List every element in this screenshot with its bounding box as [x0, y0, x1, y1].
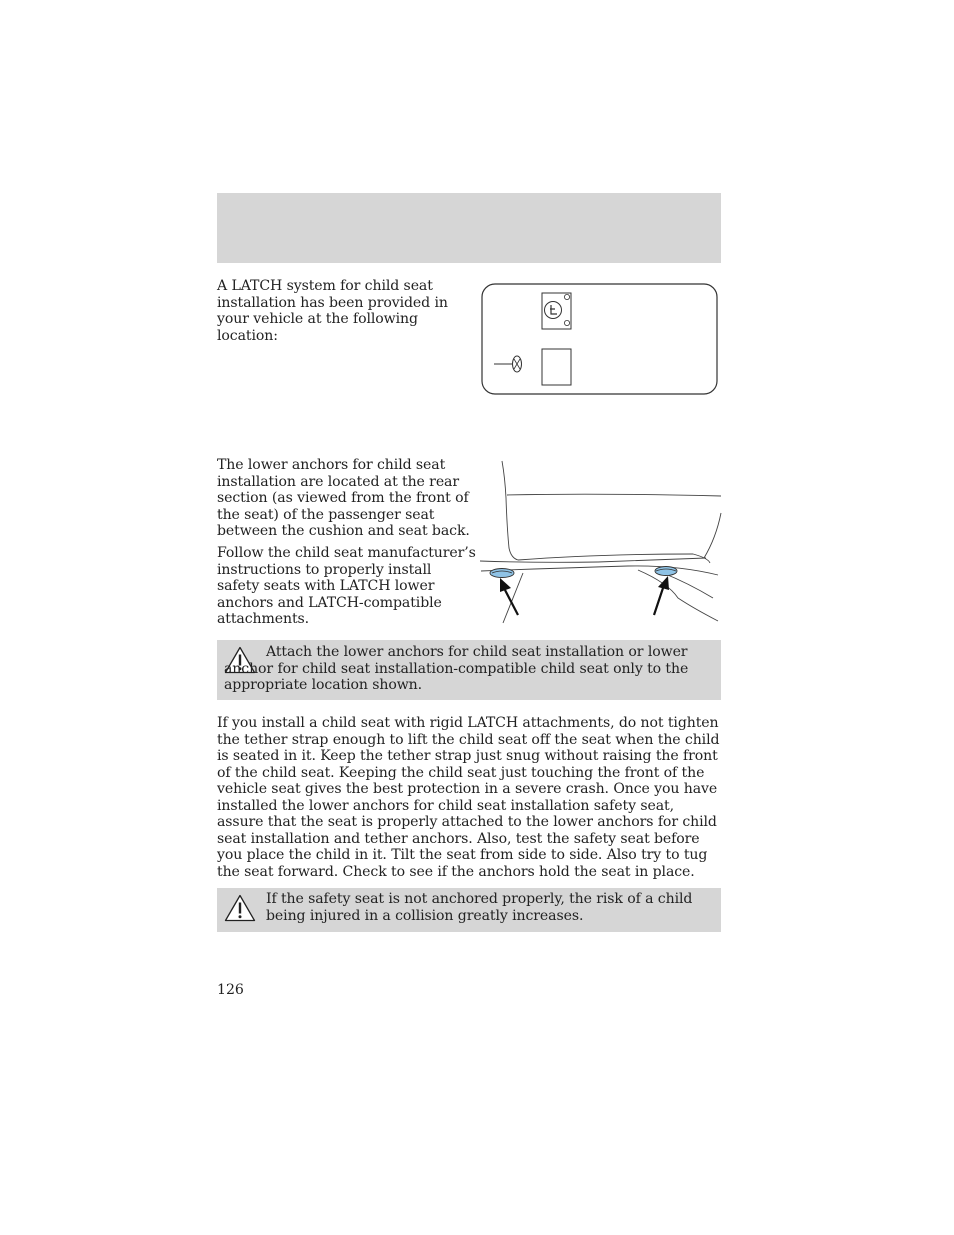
page-number: 126 — [217, 982, 244, 998]
child-seat-icon — [542, 293, 571, 329]
steering-wheel-icon — [513, 356, 522, 372]
warning-text-anchoring: If the safety seat is not anchored properly, the risk of a child being injured in a collision greatly increases. — [266, 891, 693, 924]
vehicle-outline — [482, 284, 717, 394]
lower-anchor-left — [490, 569, 514, 578]
lower-anchor-right — [655, 567, 677, 576]
seat-outline — [542, 349, 571, 385]
section-header-band — [217, 193, 721, 263]
rigid-latch-text: If you install a child seat with rigid LATCH attachments, do not tighten the tether strap enough to lift the child seat off the seat when the child is seated in it. Keep the tether strap just snug without raising the front of the child seat. Keeping the child seat just touching the front of the vehicle seat gives the best protection in a severe crash. Once you have installed the lower anchors for child seat installation safety seat, assure that the seat is properly attached to the lower anchors for child seat installation and tether anchors. Also, test the safety seat before you place the child in it. Tilt the seat from side to side. Also try to tug the seat forward. Check to see if the anchors hold the seat in place. — [217, 715, 720, 880]
seat-anchor-illustration — [478, 458, 724, 626]
latch-location-diagram — [480, 282, 720, 398]
arrow-right-icon — [654, 576, 669, 615]
seat-back — [502, 461, 721, 560]
warning-text-lower-anchor: Attach the lower anchors for child seat installation or lower anchor for child seat installation-compatible child seat only to the appropriate location shown. — [224, 644, 689, 693]
manufacturer-instructions-text: Follow the child seat manufacturer’s instructions to properly install safety seats with LATCH lower anchors and LATCH-compatible attachments. — [217, 545, 476, 627]
warning-triangle-icon — [224, 894, 256, 922]
arrow-left-icon — [500, 578, 518, 615]
lower-anchors-text: The lower anchors for child seat installation are located at the rear section (as viewed from the front of the seat) of the passenger seat between the cushion and seat back. — [217, 457, 470, 539]
warning-box-lower-anchor — [217, 640, 721, 700]
warning-box-anchoring — [217, 888, 721, 932]
latch-intro-text: A LATCH system for child seat installation has been provided in your vehicle at the following location: — [217, 278, 448, 344]
